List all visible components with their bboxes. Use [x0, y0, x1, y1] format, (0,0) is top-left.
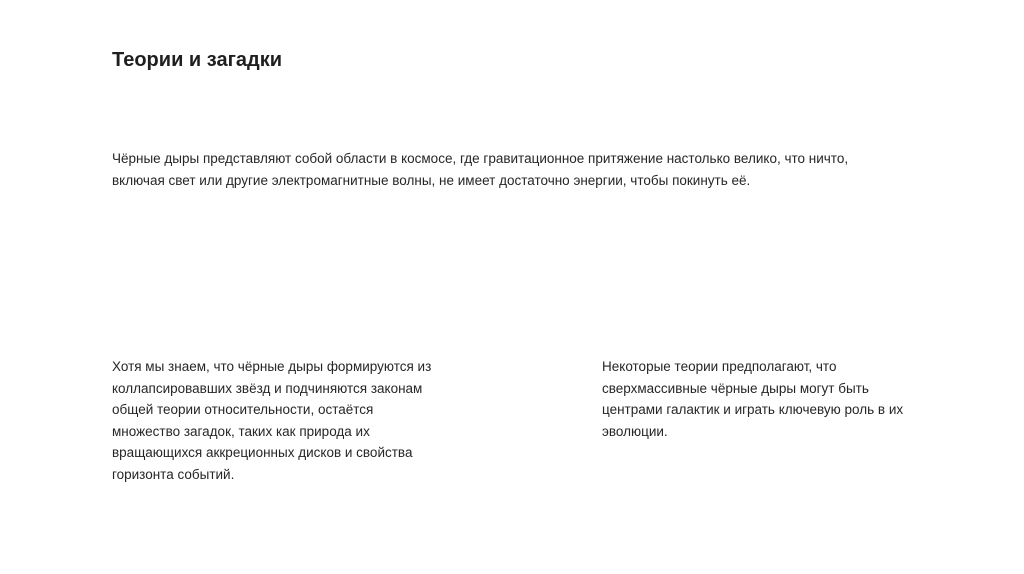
left-column-line: общей теории относительности, остаётся	[112, 402, 374, 418]
right-column-line: Некоторые теории предполагают, что	[602, 359, 837, 374]
left-column-paragraph	[112, 356, 442, 486]
right-column-line: сверхмассивные чёрные дыры могут быть	[602, 380, 869, 396]
left-column-line: вращающихся аккреционных дисков и свойства	[112, 445, 413, 461]
left-column-line: коллапсировавших звёзд и подчиняются законам	[112, 380, 423, 396]
intro-line: Чёрные дыры представляют собой области в космосе, где гравитационное притяжение настолько велико, что ничто,	[112, 151, 849, 166]
slide-title: Теории и загадки	[112, 49, 283, 71]
right-column-line: эволюции.	[602, 423, 668, 439]
left-column-line: множество загадок, таких как природа их	[112, 423, 370, 439]
left-column-line: горизонта событий.	[112, 466, 235, 482]
left-column-line: Хотя мы знаем, что чёрные дыры формируются из	[112, 359, 432, 374]
intro-line: включая свет или другие электромагнитные волны, не имеет достаточно энергии, чтобы покинуть её.	[112, 173, 751, 188]
intro-paragraph	[112, 148, 902, 192]
right-column-paragraph	[602, 356, 932, 442]
right-column-line: центрами галактик и играть ключевую роль в их	[602, 402, 904, 418]
